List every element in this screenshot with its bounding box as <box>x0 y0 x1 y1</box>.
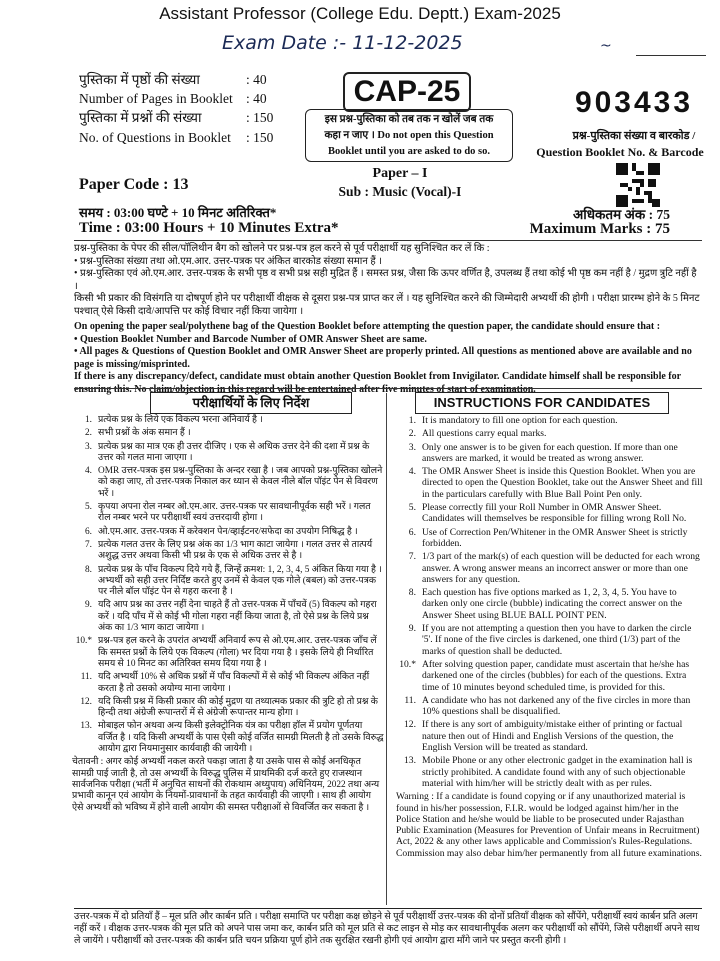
instruction-en-item-number: 13. <box>404 755 416 767</box>
instruction-hi-item-number: 7. <box>85 539 92 550</box>
instruction-en-item-text: All questions carry equal marks. <box>422 428 547 440</box>
instruction-en-item-number: 12. <box>404 719 416 731</box>
instruction-hi-item-number: 8. <box>85 564 92 575</box>
instruction-hi-item <box>68 415 384 426</box>
paper-code: Paper Code : 13 <box>79 176 189 193</box>
instruction-en-item-number: 4. <box>408 466 416 478</box>
max-marks-hi: अधिकतम अंक : 75 <box>572 207 670 222</box>
paper-title: Paper – I <box>372 166 428 181</box>
exam-date-handwritten: Exam Date :- 11-12-2025 <box>222 32 463 54</box>
instruction-hi-item-number: 2. <box>85 428 92 439</box>
instruction-hi-item-text: प्रत्येक प्रश्न के पाँच विकल्प दिये गये हैं, जिन्हें क्रमश: 1, 2, 3, 4, 5 अंकित किया गया है । अभ्यर्थी को सही उत्तर निर्दिष्ट करते हुए उनमें से केवल एक गोले (बबल) को उत्तर-पत्रक पर नीले बॉल पॉइंट पेन से गहरा करना है । <box>98 564 382 598</box>
pages-en-value: : 40 <box>246 91 267 106</box>
instructions-hi-heading: परीक्षार्थियों के लिए निर्देश <box>150 392 352 414</box>
instruction-en-item <box>392 415 704 426</box>
instruction-en-item <box>392 502 704 525</box>
instruction-en-item <box>392 466 704 500</box>
paper-subject: Sub : Music (Vocal)-I <box>338 184 462 199</box>
booklet-number: 903433 <box>574 86 694 119</box>
instruction-hi-item-text: यदि अभ्यर्थी 10% से अधिक प्रश्नों में पाँच विकल्पों में से कोई भी विकल्प अंकित नहीं करता है तो उसको अयोग्य माना जायेगा । <box>98 672 370 694</box>
instruction-en-item-text: 1/3 part of the mark(s) of each question will be deducted for each wrong answer. A wrong answer means an incorrect answer or more than one answers for any question. <box>422 551 700 585</box>
opening-notice-en-intro: On opening the paper seal/polythene bag of the Question Booklet before attempting the question paper, the candidate should ensure that : <box>74 321 661 332</box>
instruction-hi-item-number: 6. <box>85 526 92 537</box>
instruction-hi-warning: चेतावनी : अगर कोई अभ्यर्थी नकल करते पकड़ा जाता है या उसके पास से कोई अनधिकृत सामग्री पाई जाती है, तो उस अभ्यर्थी के विरुद्ध पुलिस में प्राथमिकी दर्ज करते हुए राजस्थान सार्वजनिक परीक्षा (भर्ती में अनुचित साधनों की रोकथाम अध्युपाय) अधिनियम, 2022 तथा अन्य प्रभावी कानून एवं आयोग के नियमों-प्रावधानों के तहत कार्यवाही की जाएगी । साथ ही आयोग ऐसे अभ्यर्थी को भविष्य में होने वाली आयोग की समस्त परीक्षाओं से विवर्जित कर सकता है । <box>72 757 380 813</box>
instruction-en-item-number: 6. <box>408 526 416 538</box>
instruction-hi-item <box>68 721 384 755</box>
instruction-en-item-text: Please correctly fill your Roll Number in OMR Answer Sheet. Candidates will themselves be responsible for filling wrong Roll No. <box>422 502 687 525</box>
instruction-en-item <box>392 659 704 693</box>
instruction-hi-item <box>68 672 384 695</box>
instruction-hi-item-text: मोबाइल फोन अथवा अन्य किसी इलेक्ट्रोनिक यंत्र का परीक्षा हॉल में प्रयोग पूर्णतया वर्जित है । यदि किसी अभ्यर्थी के पास ऐसी कोई वर्जित सामग्री मिलती है तो उसके विरुद्ध आयोग द्वारा नियमानुसार कार्यवाही की जायेगी । <box>98 721 384 755</box>
instruction-en-item <box>392 527 704 550</box>
exam-title: Assistant Professor (College Edu. Deptt.) Exam-2025 <box>159 4 561 23</box>
instruction-en-item <box>392 551 704 585</box>
opening-notice <box>74 243 702 396</box>
scribble-line <box>636 55 706 56</box>
time-hi: समय : 03:00 घण्टे + 10 मिनट अतिरिक्त* <box>79 205 277 220</box>
instruction-en-item-number: 8. <box>408 587 416 599</box>
instruction-hi-item-number: 1. <box>85 415 92 425</box>
instructions-en-list <box>392 415 704 861</box>
instruction-hi-item-number: 10.* <box>75 636 92 647</box>
instruction-en-item-text: The OMR Answer Sheet is inside this Question Booklet. When you are directed to open the Question Booklet, take out the Answer Sheet and fill in the particulars carefully with Blue Ball Point Pen only. <box>422 466 703 500</box>
instruction-en-item-text: Only one answer is to be given for each question. If more than one answers are marked, it would be treated as wrong answer. <box>422 441 678 464</box>
opening-notice-en-bullet-2: • All pages & Questions of Question Booklet and OMR Answer Sheet are properly printed. All questions as mentioned above are available and no page is missing/misprinted. <box>74 346 692 370</box>
column-divider <box>386 393 387 905</box>
notice-line-1: इस प्रश्न-पुस्तिका को तब तक न खोलें जब तक <box>324 114 494 125</box>
instruction-hi-item-text: ओ.एम.आर. उत्तर-पत्रक में करेक्शन पेन/व्हाईटनर/सफेदा का उपयोग निषिद्ध है । <box>98 526 358 537</box>
instruction-en-item <box>392 587 704 621</box>
instruction-hi-item-number: 9. <box>85 600 92 611</box>
top-rule <box>74 240 702 241</box>
instruction-hi-item-text: OMR उत्तर-पत्रक इस प्रश्न-पुस्तिका के अन्दर रखा है । जब आपको प्रश्न-पुस्तिका खोलने को कहा जाए, तो उत्तर-पत्रक निकाल कर ध्यान से केवल नीले बॉल पॉइंट पेन से विवरण भरें । <box>98 466 383 499</box>
instruction-hi-item-text: प्रत्येक गलत उत्तर के लिए प्रश्न अंक का 1/3 भाग काटा जायेगा । गलत उत्तर से तात्पर्य अशुद्ध उत्तर अथवा किसी भी प्रश्न के एक से अधिक उत्तर से है । <box>98 539 373 562</box>
instruction-en-warning: Warning : If a candidate is found copying or if any unauthorized material is found in his/her possession, F.I.R. would be lodged against him/her in the Police Station and he/she would be liable to be prosecuted under Rajasthan Public Examination (Measures for Prevention of Unfair means in Recruitment) Act, 2022 & any other laws applicable and Commission's Rules-Regulations. Commission may also debar him/her permanently from all future examinations. <box>396 791 702 859</box>
pages-hi-value: : 40 <box>246 72 267 87</box>
questions-hi-label: पुस्तिका में प्रश्नों की संख्या <box>79 110 202 125</box>
questions-hi-value: : 150 <box>246 110 274 125</box>
instruction-hi-item <box>68 697 384 720</box>
instruction-en-item-number: 3. <box>408 441 416 453</box>
instruction-hi-item <box>68 428 384 439</box>
opening-notice-hi-bullet-1: • प्रश्न-पुस्तिका संख्या तथा ओ.एम.आर. उत्तर-पत्रक पर अंकित बारकोड संख्या समान हैं । <box>74 255 383 267</box>
instruction-en-item-text: Mobile Phone or any other electronic gadget in the examination hall is strictly prohibited. A candidate found with any of such objectionable material with him/her will be strictly dealt with as per rules. <box>422 755 693 789</box>
pages-hi-label: पुस्तिका में पृष्ठों की संख्या <box>79 72 200 87</box>
instruction-hi-item <box>68 527 384 538</box>
instruction-hi-item <box>68 502 384 525</box>
instruction-en-item <box>392 695 704 718</box>
instruction-hi-item <box>68 636 384 670</box>
instruction-hi-item <box>68 565 384 599</box>
instruction-hi-item-text: प्रत्येक प्रश्न के लिये एक विकल्प भरना अनिवार्य है । <box>98 415 263 425</box>
instructions-en-heading: INSTRUCTIONS FOR CANDIDATES <box>415 392 669 414</box>
instruction-hi-item-number: 13. <box>80 721 92 732</box>
instruction-en-item-text: Use of Correction Pen/Whitener in the OMR Answer Sheet is strictly forbidden. <box>422 526 688 549</box>
max-marks-en: Maximum Marks : 75 <box>529 221 670 237</box>
questions-en-value: : 150 <box>246 130 274 145</box>
opening-notice-hi-intro: प्रश्न-पुस्तिका के पेपर की सील/पॉलिथीन बैग को खोलने पर प्रश्न-पत्र हल करने से पूर्व परीक्षार्थी यह सुनिश्चित कर लें कि : <box>74 243 490 254</box>
instruction-hi-item-number: 4. <box>85 466 92 477</box>
notice-line-3: Booklet until you are asked to do so. <box>328 146 490 157</box>
instruction-hi-item-text: कृपया अपना रोल नम्बर ओ.एम.आर. उत्तर-पत्रक पर सावधानीपूर्वक सही भरें । गलत रोल नम्बर भरने पर परीक्षार्थी स्वयं उत्तरदायी होगा । <box>98 502 371 524</box>
instruction-en-item-text: After solving question paper, candidate must ascertain that he/she has darkened one of the circles (bubbles) for each of the questions. Extra time of 10 minutes beyond scheduled time, is provided for this. <box>422 658 690 693</box>
instruction-hi-item <box>68 442 384 465</box>
instruction-en-item <box>392 719 704 753</box>
scribble: ~ <box>600 38 612 54</box>
instruction-en-item-number: 11. <box>404 694 416 706</box>
instruction-en-item-text: If there is any sort of ambiguity/mistake either of printing or factual nature then out of Hindi and English Versions of the question, the English Version will be treated as standard. <box>422 719 683 754</box>
instruction-hi-item <box>68 600 384 634</box>
instruction-en-item <box>392 442 704 465</box>
barcode-label-hi: प्रश्न-पुस्तिका संख्या व बारकोड / <box>572 130 696 142</box>
footer-note: उत्तर-पत्रक में दो प्रतियाँ हैं – मूल प्रति और कार्बन प्रति । परीक्षा समाप्ति पर परीक्षा कक्ष छोड़ने से पूर्व परीक्षार्थी उत्तर-पत्रक की दोनों प्रतियाँ वीक्षक को सौंपेंगे, परीक्षार्थी स्वयं कार्बन प्रति अलग नहीं करें । वीक्षक उत्तर-पत्रक की मूल प्रति को अपने पास जमा कर, कार्बन प्रति को मूल प्रति से कट लाइन से मोड़ कर सावधानीपूर्वक अलग कर परीक्षार्थी को सौंपेंगे, जिसे परीक्षार्थी अपने साथ ले जायेंगे । परीक्षार्थी को उत्तर-पत्रक की कार्बन प्रति चयन प्रक्रिया पूर्ण होने तक सुरक्षित रखनी होगी एवं आयोग द्वारा माँगे जाने पर प्रस्तुत करनी होगी । <box>74 908 702 947</box>
instruction-hi-item-number: 11. <box>80 672 92 683</box>
instruction-hi-item-text: सभी प्रश्नों के अंक समान हैं । <box>98 428 191 439</box>
instruction-en-item-text: A candidate who has not darkened any of the five circles in more than 10% questions shall be disqualified. <box>422 694 691 718</box>
instruction-en-item-text: Each question has five options marked as 1, 2, 3, 4, 5. You have to darken only one circle (bubble) indicating the correct answer on the Answer Sheet using BLUE BALL POINT PEN. <box>422 587 682 621</box>
notice-line-2: कहा न जाए । Do not open this Question <box>324 130 494 141</box>
instruction-en-item-number: 7. <box>408 551 416 563</box>
instructions-hi-list <box>68 415 384 816</box>
barcode-label-en: Question Booklet No. & Barcode <box>536 145 704 159</box>
instruction-en-item-number: 9. <box>408 623 416 635</box>
instruction-en-item <box>392 755 704 789</box>
opening-notice-en-rest: If there is any discrepancy/defect, candidate must obtain another Question Booklet from Invigilator. Candidate himself shall be responsible for ensuring this. No claim/objection in this regard will be entertained after five minutes of start of examination. <box>74 371 681 395</box>
instruction-hi-item <box>68 540 384 563</box>
instruction-en-item-text: If you are not attempting a question then you have to darken the circle '5'. If none of the five circles is darkened, one third (1/3) part of the marks of question shall be deducted. <box>422 623 692 657</box>
instruction-hi-item-text: यदि किसी प्रश्न में किसी प्रकार की कोई मुद्रण या तथ्यात्मक प्रकार की त्रुटि हो तो प्रश्न के हिन्दी तथा अंग्रेजी रूपान्तरों में से अंग्रेजी रूपान्तर मान्य होगा । <box>98 696 378 719</box>
questions-en-label: No. of Questions in Booklet <box>79 130 231 145</box>
instruction-hi-item-text: प्रश्न-पत्र हल करने के उपरांत अभ्यर्थी अनिवार्य रूप से ओ.एम.आर. उत्तर-पत्रक जाँच लें कि समस्त प्रश्नों के लिये एक विकल्प (गोला) भर दिया गया है । इसके लिये ही निर्धारित समय से 10 मिनट का अतिरिक्त समय दिया गया है । <box>98 636 377 669</box>
opening-notice-hi-rest: किसी भी प्रकार की विसंगति या दोषपूर्ण होने पर परीक्षार्थी वीक्षक से दूसरा प्रश्न-पत्र प्राप्त कर लें । यह सुनिश्चित करने की जिम्मेदारी अभ्यर्थी की होगी । परीक्षा प्रारम्भ होने के 5 मिनट पश्चात् ऐसे किसी दावे/आपत्ति पर कोई विचार नहीं किया जायेगा । <box>74 293 700 317</box>
instruction-hi-item-number: 3. <box>85 441 92 452</box>
instruction-en-item-number: 10.* <box>399 658 416 670</box>
instruction-hi-item <box>68 466 384 500</box>
instruction-en-item-number: 5. <box>408 502 416 514</box>
do-not-open-notice <box>305 109 513 162</box>
opening-notice-hi-bullet-2: • प्रश्न-पुस्तिका एवं ओ.एम.आर. उत्तर-पत्रक के सभी पृष्ठ व सभी प्रश्न सही मुद्रित हैं । समस्त प्रश्न, जैसा कि ऊपर वर्णित है, उपलब्ध हैं तथा कोई भी पृष्ठ कम नहीं है / मुद्रण त्रुटि नहीं है । <box>74 268 697 292</box>
instruction-en-item-text: It is mandatory to fill one option for each question. <box>422 415 618 426</box>
pages-en-label: Number of Pages in Booklet <box>79 91 233 106</box>
instruction-hi-item-number: 12. <box>80 696 92 707</box>
time-en: Time : 03:00 Hours + 10 Minutes Extra* <box>79 220 339 236</box>
instruction-en-item <box>392 623 704 657</box>
instruction-hi-item-text: प्रत्येक प्रश्न का मात्र एक ही उत्तर दीजिए । एक से अधिक उत्तर देने की दशा में प्रश्न के उत्तर को गलत माना जाएगा । <box>98 441 370 463</box>
instruction-en-item-number: 2. <box>408 428 416 440</box>
qr-code-icon <box>616 163 660 207</box>
instruction-en-item <box>392 428 704 439</box>
instruction-hi-item-number: 5. <box>85 502 92 513</box>
instruction-en-item-number: 1. <box>408 415 416 426</box>
opening-notice-en-bullet-1: • Question Booklet Number and Barcode Number of OMR Answer Sheet are same. <box>74 333 427 345</box>
mid-rule <box>74 388 702 389</box>
instruction-hi-item-text: यदि आप प्रश्न का उत्तर नहीं देना चाहते हैं तो उत्तर-पत्रक में पाँचवें (5) विकल्प को गहरा करें । यदि पाँच में से कोई भी गोला गहरा नहीं किया जाता है, तो ऐसे प्रश्न के लिये प्रश्न अंक का 1/3 भाग काटा जायेगा । <box>98 600 377 634</box>
cap-code-box: CAP-25 <box>343 72 471 112</box>
